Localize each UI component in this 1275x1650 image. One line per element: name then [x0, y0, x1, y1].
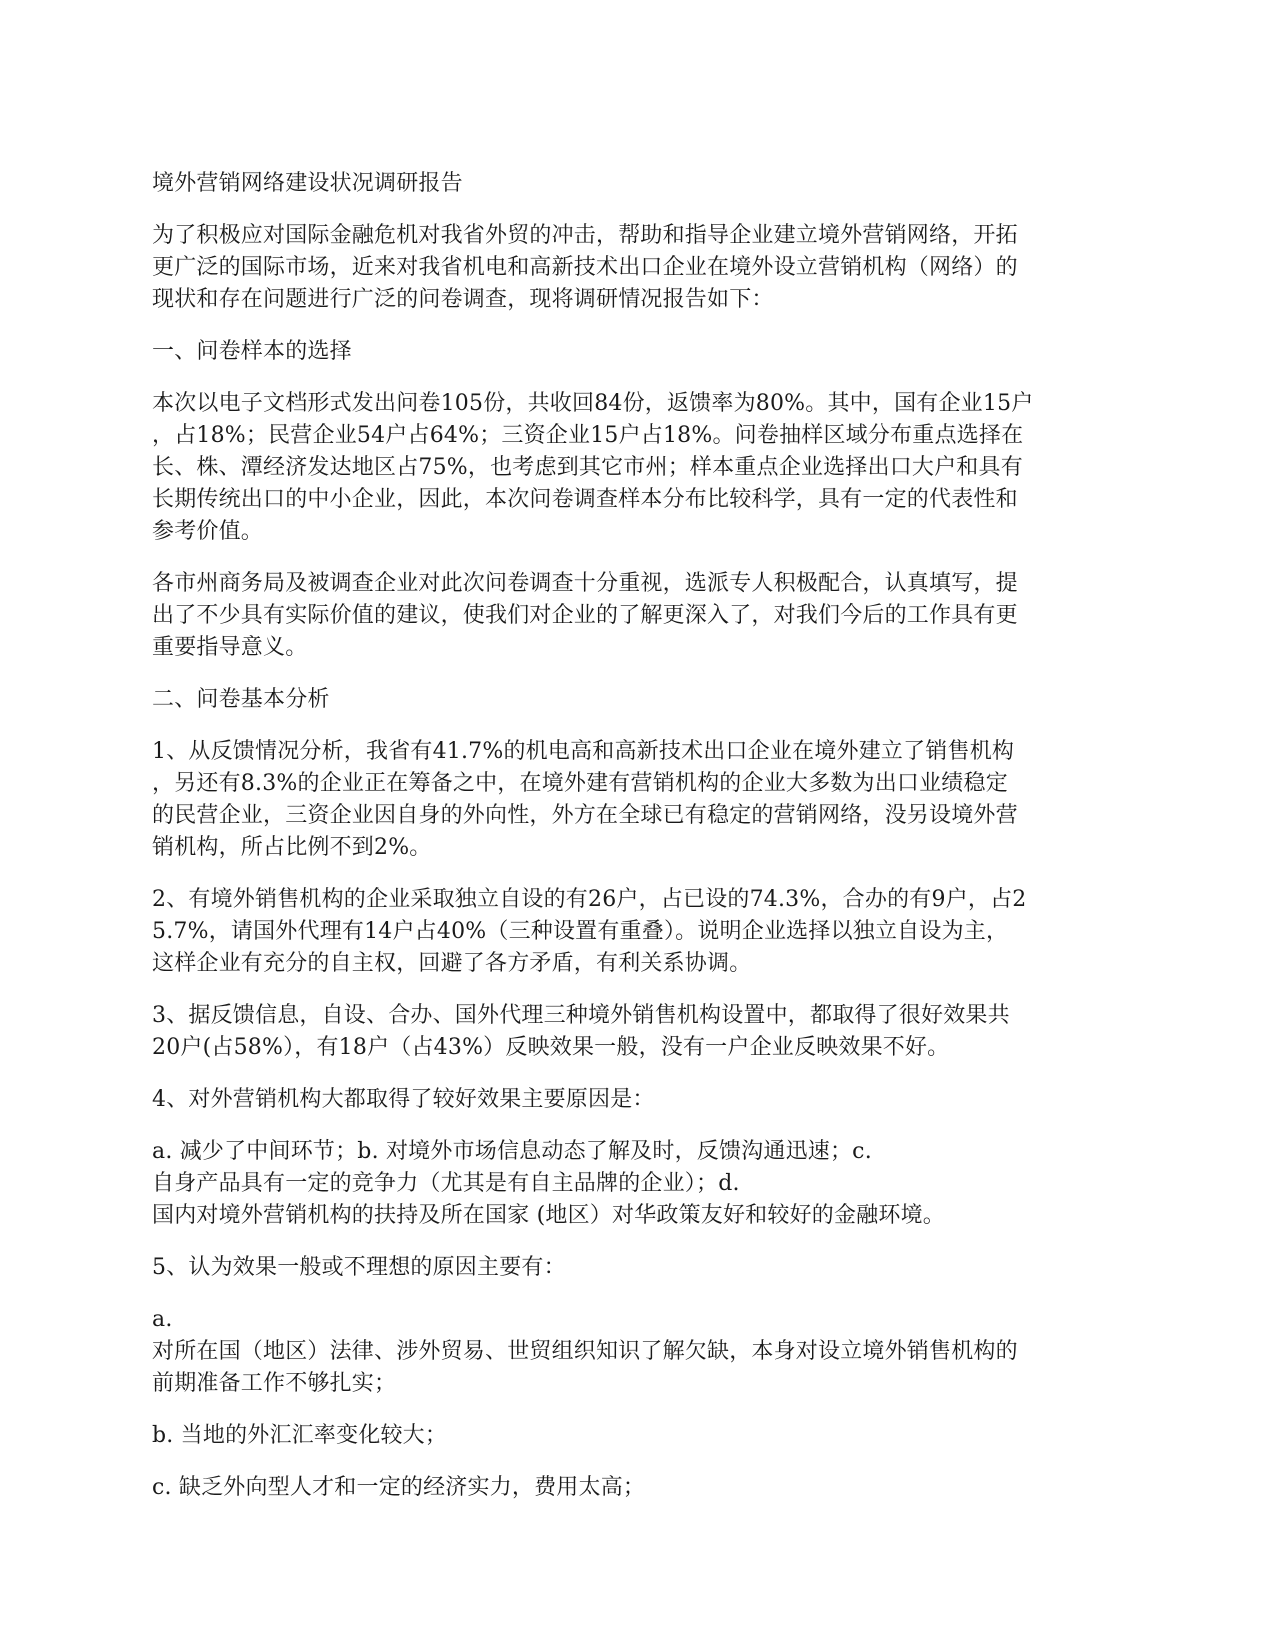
text-line: 2、有境外销售机构的企业采取独立自设的有26户，占已设的74.3%，合办的有9户，占2: [152, 887, 1027, 912]
item-1-paragraph: [152, 736, 1127, 864]
item-5-c-paragraph: c. 缺乏外向型人才和一定的经济实力，费用太高；: [152, 1475, 646, 1500]
intro-paragraph: [152, 220, 1127, 316]
text-line: 现状和存在问题进行广泛的问卷调查，现将调研情况报告如下：: [152, 287, 774, 312]
text-line: 5.7%，请国外代理有14户占40%（三种设置有重叠）。说明企业选择以独立自设为主，: [152, 919, 1009, 944]
text-line: a. 减少了中间环节；b. 对境外市场信息动态了解及时，反馈沟通迅速；c.: [152, 1139, 872, 1164]
text-line: ，另还有8.3%的企业正在筹备之中，在境外建有营销机构的企业大多数为出口业绩稳定: [152, 771, 1008, 796]
text-line: 为了积极应对国际金融危机对我省外贸的冲击，帮助和指导企业建立境外营销网络，开拓: [152, 223, 1018, 248]
text-line: 3、据反馈信息，自设、合办、国外代理三种境外销售机构设置中，都取得了很好效果共: [152, 1003, 1010, 1028]
section1-heading: 一、问卷样本的选择: [152, 339, 352, 364]
text-line: 销机构，所占比例不到2%。: [152, 835, 432, 860]
text-line: a.: [152, 1307, 173, 1332]
text-line: 各市州商务局及被调查企业对此次问卷调查十分重视，选派专人积极配合，认真填写，提: [152, 571, 1018, 596]
text-line: ，占18%；民营企业54户占64%；三资企业15户占18%。问卷抽样区域分布重点选择在: [152, 423, 1024, 448]
item-5-b-paragraph: b. 当地的外汇汇率变化较大；: [152, 1423, 448, 1448]
text-line: 更广泛的国际市场，近来对我省机电和高新技术出口企业在境外设立营销机构（网络）的: [152, 255, 1018, 280]
section1-paragraph-2: [152, 568, 1127, 664]
section2-heading: 二、问卷基本分析: [152, 687, 330, 712]
document-title: 境外营销网络建设状况调研报告: [152, 171, 463, 196]
text-line: 参考价值。: [152, 519, 264, 544]
item-4-heading: 4、对外营销机构大都取得了较好效果主要原因是：: [152, 1087, 655, 1112]
text-line: 的民营企业，三资企业因自身的外向性，外方在全球已有稳定的营销网络，没另设境外营: [152, 803, 1018, 828]
document-page: [152, 168, 1127, 1524]
text-line: 对所在国（地区）法律、涉外贸易、世贸组织知识了解欠缺，本身对设立境外销售机构的: [152, 1339, 1018, 1364]
text-line: 本次以电子文档形式发出问卷105份，共收回84份，返馈率为80%。其中，国有企业15户: [152, 391, 1034, 416]
text-line: 长、株、潭经济发达地区占75%，也考虑到其它市州；样本重点企业选择出口大户和具有: [152, 455, 1023, 480]
text-line: 出了不少具有实际价值的建议，使我们对企业的了解更深入了，对我们今后的工作具有更: [152, 603, 1018, 628]
text-line: 这样企业有充分的自主权，回避了各方矛盾，有利关系协调。: [152, 951, 752, 976]
text-line: 1、从反馈情况分析，我省有41.7%的机电高和高新技术出口企业在境外建立了销售机构: [152, 739, 1015, 764]
section1-paragraph-1: [152, 388, 1127, 548]
text-line: 长期传统出口的中小企业，因此，本次问卷调查样本分布比较科学，具有一定的代表性和: [152, 487, 1018, 512]
item-5-heading: 5、认为效果一般或不理想的原因主要有：: [152, 1255, 566, 1280]
text-line: 前期准备工作不够扎实；: [152, 1371, 397, 1396]
item-5-a-paragraph: [152, 1304, 1127, 1400]
text-line: 20户(占58%），有18户（占43%）反映效果一般，没有一户企业反映效果不好。: [152, 1035, 950, 1060]
item-3-paragraph: [152, 1000, 1127, 1064]
text-line: 自身产品具有一定的竞争力（尤其是有自主品牌的企业）；d.: [152, 1171, 740, 1196]
item-2-paragraph: [152, 884, 1127, 980]
text-line: 重要指导意义。: [152, 635, 308, 660]
text-line: 国内对境外营销机构的扶持及所在国家 (地区）对华政策友好和较好的金融环境。: [152, 1203, 945, 1228]
item-4-paragraph: [152, 1136, 1127, 1232]
